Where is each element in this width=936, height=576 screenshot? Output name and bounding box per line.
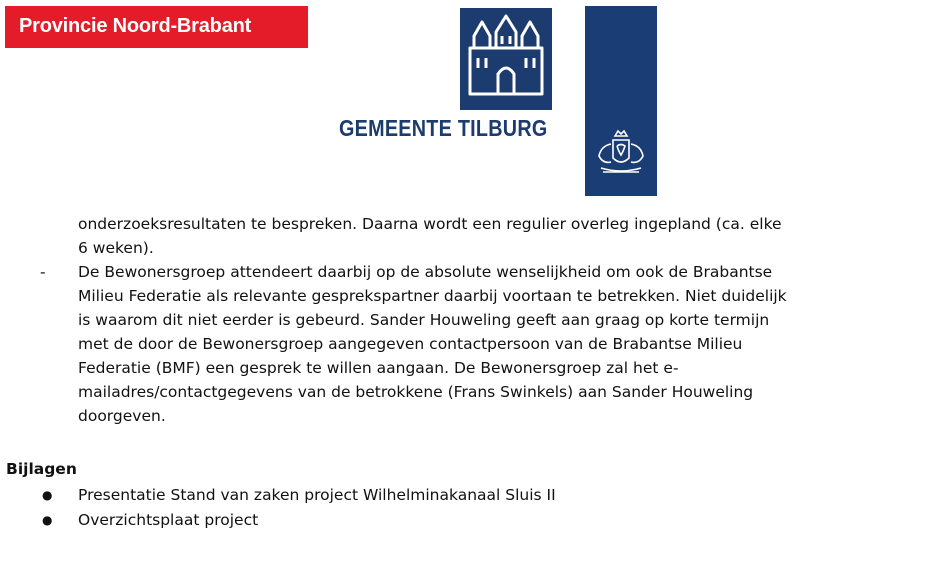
province-logo: Provincie Noord-Brabant [5, 6, 308, 48]
dash-item-line: De Bewonersgroep attendeert daarbij op de absolute wenselijkheid om ook de Brabantse [78, 263, 773, 281]
municipality-logo-text: GEMEENTE TILBURG [339, 115, 548, 141]
dash-item-line: met de door de Bewonersgroep aangegeven contactpersoon van de Brabantse Milieu [78, 335, 743, 353]
dash-item-line: is waarom dit niet eerder is gebeurd. Sander Houweling geeft aan graag op korte termijn [78, 311, 770, 329]
bullet-icon: ● [42, 488, 53, 502]
bullet-icon: ● [42, 513, 53, 527]
attachment-item: Presentatie Stand van zaken project Wilhelminakanaal Sluis II [78, 486, 556, 504]
dash-item-line: mailadres/contactgegevens van de betrokkene (Frans Swinkels) aan Sander Houweling [78, 383, 754, 401]
attachment-item: Overzichtsplaat project [78, 511, 259, 529]
paragraph-line: onderzoeksresultaten te bespreken. Daarna wordt een regulier overleg ingepland (ca. elke [78, 215, 782, 233]
dash-item-line: doorgeven. [78, 407, 166, 425]
paragraph-line: 6 weken). [78, 239, 154, 257]
dash-item-line: Federatie (BMF) een gesprek te willen aangaan. De Bewonersgroep zal het e- [78, 359, 679, 377]
dash-item-line: Milieu Federatie als relevante gesprekspartner daarbij voortaan te betrekken. Niet duidelijk [78, 287, 787, 305]
attachments-heading: Bijlagen [6, 460, 77, 478]
list-dash-marker: - [40, 263, 46, 281]
